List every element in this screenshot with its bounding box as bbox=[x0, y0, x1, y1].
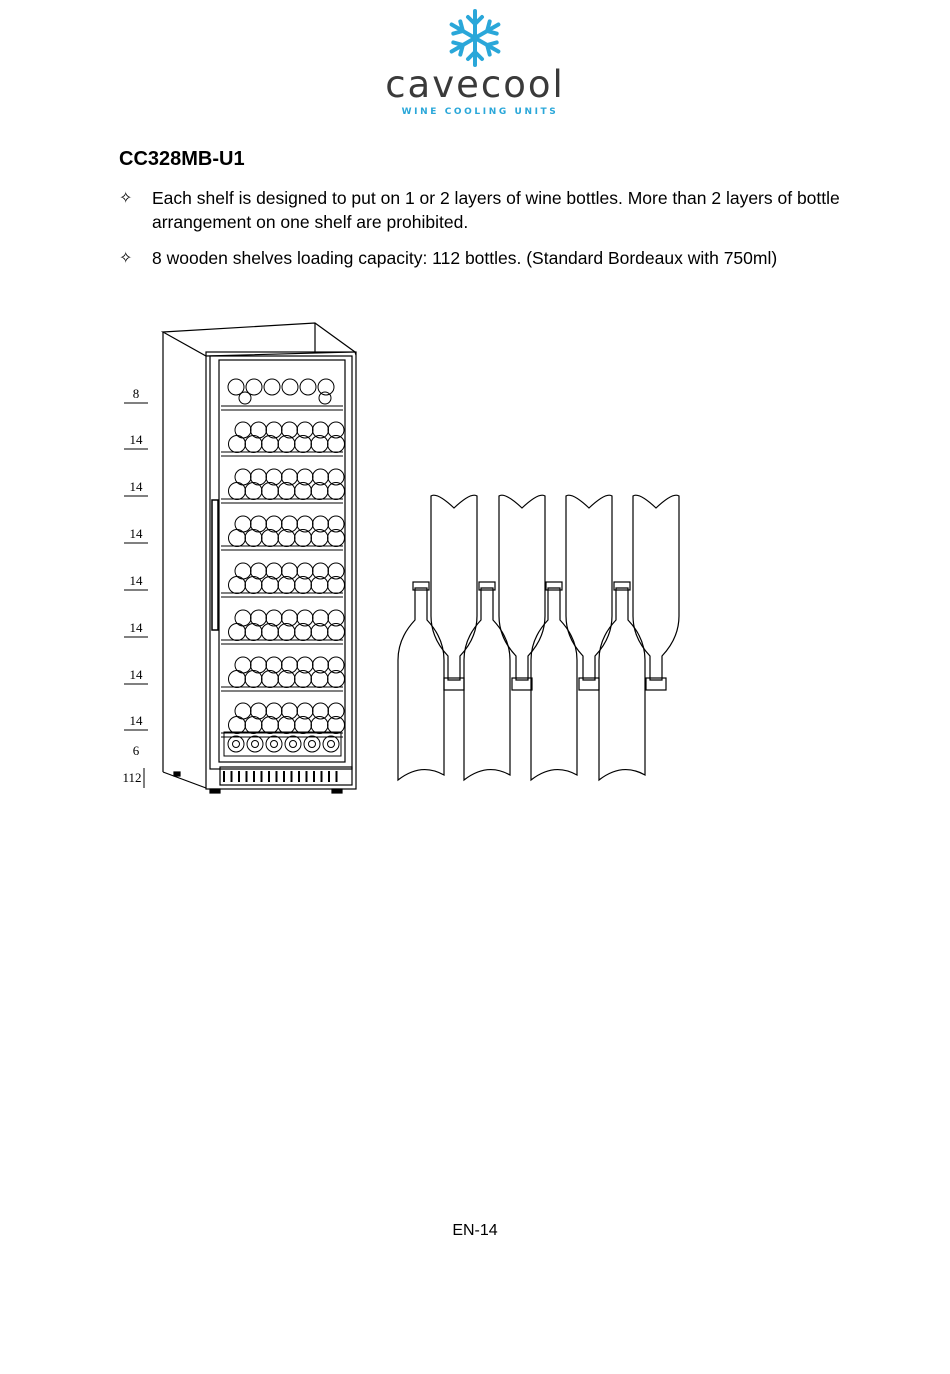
shelf bbox=[221, 657, 345, 691]
shelf-capacity-label: 14 bbox=[129, 526, 143, 541]
wine-bottle-upright bbox=[464, 582, 510, 780]
page-number: EN-14 bbox=[452, 1222, 498, 1239]
brand-name: cavecool bbox=[385, 63, 565, 106]
shelf-capacity-label: 14 bbox=[129, 620, 143, 635]
bullet-item bbox=[119, 186, 879, 234]
shelf bbox=[221, 422, 345, 456]
wine-bottle-upright bbox=[599, 582, 645, 780]
shelf-capacity-label: 6 bbox=[132, 743, 140, 758]
total-capacity-label: 112 bbox=[122, 770, 142, 785]
cooler-diagram-svg bbox=[110, 320, 710, 800]
shelf bbox=[221, 610, 345, 644]
brand-tagline: WINE COOLING UNITS bbox=[401, 107, 559, 117]
wine-bottle-inverted bbox=[431, 495, 477, 690]
shelf bbox=[221, 563, 345, 597]
logo bbox=[0, 0, 950, 120]
model-title: CC328MB-U1 bbox=[119, 148, 245, 170]
cooler-diagram bbox=[110, 320, 710, 805]
shelf bbox=[221, 379, 343, 410]
shelf-capacity-label: 8 bbox=[132, 386, 140, 401]
shelf-capacity-label: 14 bbox=[129, 573, 143, 588]
bullet-item bbox=[119, 246, 879, 270]
wine-bottle-upright bbox=[398, 582, 444, 780]
shelf-capacity-label: 14 bbox=[129, 479, 143, 494]
wine-bottle-upright bbox=[531, 582, 577, 780]
wine-bottle-inverted bbox=[633, 495, 679, 690]
bullet-mark-icon: ✧ bbox=[119, 188, 133, 207]
shelf bbox=[224, 732, 341, 756]
snowflake-icon bbox=[440, 8, 510, 68]
bullet-text: Each shelf is designed to put on 1 or 2 layers of wine bottles. More than 2 layers of bottle arrangement on one shelf are prohibited. bbox=[152, 188, 840, 232]
bullet-text: 8 wooden shelves loading capacity: 112 bottles. (Standard Bordeaux with 750ml) bbox=[152, 248, 778, 268]
shelf-capacity-label: 14 bbox=[129, 713, 143, 728]
wine-bottle-inverted bbox=[566, 495, 612, 690]
bullet-mark-icon: ✧ bbox=[119, 248, 133, 267]
shelf-capacity-label: 14 bbox=[129, 667, 143, 682]
wine-bottle-inverted bbox=[499, 495, 545, 690]
shelf bbox=[221, 516, 345, 550]
shelf bbox=[221, 469, 345, 503]
shelf-capacity-label: 14 bbox=[129, 432, 143, 447]
